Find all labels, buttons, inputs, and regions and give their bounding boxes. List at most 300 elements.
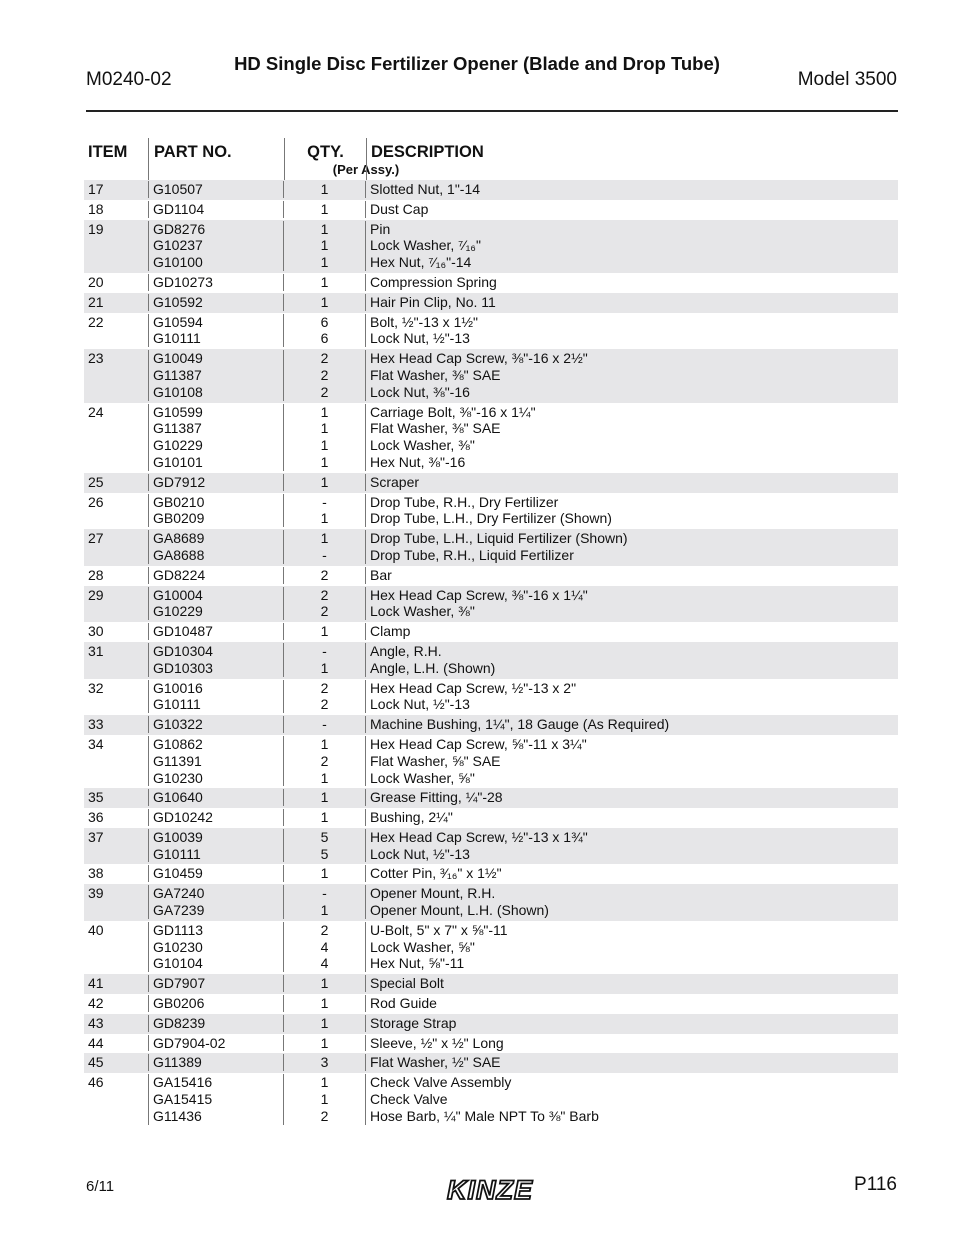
item-cell (84, 865, 148, 882)
description-cell (365, 314, 898, 348)
quantity: - (322, 642, 327, 659)
quantity: 6 (320, 330, 329, 347)
quantity: 1 (320, 473, 329, 490)
qty-cell (283, 829, 365, 863)
item-cell (84, 995, 148, 1012)
item-number: 25 (88, 473, 104, 490)
description-cell (365, 221, 898, 271)
part-number: G11389 (153, 1054, 202, 1071)
item-number: 17 (88, 181, 104, 197)
description: Lock Washer, ⅝" (370, 769, 475, 786)
table-body (84, 180, 898, 1127)
description: Clamp (370, 623, 411, 640)
quantity: 2 (320, 696, 329, 713)
part-number: G10100 (153, 254, 203, 271)
description: Flat Washer, ½" SAE (370, 1054, 501, 1071)
part-no-cell (148, 201, 283, 218)
part-number: G10599 (153, 403, 203, 420)
item-number: 30 (88, 623, 104, 640)
description-cell (365, 865, 898, 882)
qty-cell (283, 789, 365, 806)
part-number: G10229 (153, 437, 203, 454)
quantity: 5 (320, 828, 329, 845)
description-cell (365, 181, 898, 198)
item-number: 39 (88, 885, 104, 902)
item-number: 32 (88, 679, 104, 696)
description: Drop Tube, L.H., Dry Fertilizer (Shown) (370, 510, 612, 527)
description: Opener Mount, L.H. (Shown) (370, 902, 549, 919)
part-number: GA15415 (153, 1091, 213, 1108)
item-cell (84, 1035, 148, 1052)
table-row (84, 293, 898, 313)
header-part-no: PART NO. (154, 143, 232, 161)
qty-cell (283, 716, 365, 733)
description: U-Bolt, 5" x 7" x ⅝"-11 (370, 921, 508, 938)
part-number: G10862 (153, 735, 203, 752)
description-cell (365, 922, 898, 972)
part-no-cell (148, 530, 283, 564)
item-cell (84, 530, 148, 564)
description: Compression Spring (370, 273, 497, 290)
description-cell (365, 885, 898, 919)
part-number: G10111 (153, 696, 201, 713)
quantity: 2 (320, 586, 329, 603)
header-qty: QTY. (307, 143, 344, 161)
part-no-cell (148, 181, 283, 198)
description-cell (365, 1074, 898, 1124)
part-number: G11436 (153, 1107, 202, 1124)
description: Bar (370, 566, 392, 583)
item-cell (84, 809, 148, 826)
item-cell (84, 975, 148, 992)
quantity: 1 (320, 1034, 329, 1051)
table-row (84, 349, 898, 402)
description: Lock Washer, ⅜" (370, 437, 475, 454)
qty-cell (283, 643, 365, 677)
item-cell (84, 789, 148, 806)
description-cell (365, 474, 898, 491)
item-number: 34 (88, 735, 104, 752)
part-number: G11387 (153, 420, 202, 437)
quantity: 1 (320, 1014, 329, 1031)
quantity: 5 (320, 845, 329, 862)
description-cell (365, 736, 898, 786)
quantity: 1 (320, 623, 329, 640)
logo-text: KINZE (447, 1176, 533, 1205)
quantity: 1 (320, 809, 329, 826)
quantity: 1 (320, 769, 329, 786)
description: Hex Head Cap Screw, ½"-13 x 2" (370, 679, 577, 696)
item-cell (84, 1074, 148, 1124)
item-number: 18 (88, 200, 104, 217)
item-cell (84, 643, 148, 677)
table-row (84, 1034, 898, 1054)
quantity: 2 (320, 603, 329, 620)
part-number: GB0209 (153, 510, 205, 527)
quantity: 2 (320, 752, 329, 769)
description-cell (365, 350, 898, 400)
item-cell (84, 567, 148, 584)
table-row (84, 1014, 898, 1034)
part-no-cell (148, 474, 283, 491)
table-row (84, 493, 898, 530)
part-number: G10108 (153, 383, 203, 400)
quantity: 1 (320, 293, 329, 310)
qty-cell (283, 587, 365, 621)
part-number: GA7239 (153, 902, 205, 919)
part-number: GD10242 (153, 809, 213, 826)
description-cell (365, 643, 898, 677)
description-cell (365, 294, 898, 311)
table-row (84, 180, 898, 200)
parts-table (84, 138, 898, 1127)
description: Pin (370, 220, 391, 237)
part-number: G10322 (153, 716, 203, 733)
item-number: 27 (88, 530, 104, 547)
item-cell (84, 885, 148, 919)
item-cell (84, 623, 148, 640)
description: Machine Bushing, 1¼", 18 Gauge (As Required) (370, 716, 670, 733)
description-cell (365, 1054, 898, 1071)
item-cell (84, 1054, 148, 1071)
table-row (84, 529, 898, 566)
table-row (84, 473, 898, 493)
description: Lock Nut, ½"-13 (370, 696, 470, 713)
qty-cell (283, 1015, 365, 1032)
footer-date: 6/11 (86, 1178, 115, 1195)
part-number: G10459 (153, 865, 203, 882)
part-number: GD7907 (153, 975, 206, 992)
description: Angle, L.H. (Shown) (370, 659, 496, 676)
description-cell (365, 680, 898, 714)
part-no-cell (148, 274, 283, 291)
description: Check Valve (370, 1091, 448, 1108)
description: Lock Nut, ⅜"-16 (370, 383, 470, 400)
quantity: - (322, 546, 327, 563)
part-number: G10111 (153, 330, 201, 347)
quantity: 1 (320, 735, 329, 752)
item-cell (84, 294, 148, 311)
quantity: - (322, 716, 327, 733)
description-cell (365, 975, 898, 992)
description: Hex Head Cap Screw, ½"-13 x 1¾" (370, 828, 588, 845)
table-row (84, 1053, 898, 1073)
part-no-cell (148, 1015, 283, 1032)
part-number: G10004 (153, 586, 203, 603)
page-title: HD Single Disc Fertilizer Opener (Blade and Drop Tube) (234, 53, 720, 74)
item-number: 21 (88, 293, 104, 310)
part-number: GD8224 (153, 566, 206, 583)
table-row (84, 220, 898, 273)
manual-number: M0240-02 (86, 69, 172, 90)
quantity: 1 (320, 237, 329, 254)
part-no-cell (148, 809, 283, 826)
part-no-cell (148, 975, 283, 992)
item-number: 38 (88, 865, 104, 882)
page-number: P116 (854, 1174, 897, 1195)
qty-cell (283, 736, 365, 786)
item-number: 20 (88, 273, 104, 290)
table-row (84, 566, 898, 586)
header-item: ITEM (88, 143, 128, 161)
table-row (84, 403, 898, 473)
header-description: DESCRIPTION (371, 143, 484, 161)
part-number: GD1104 (153, 200, 205, 217)
part-no-cell (148, 736, 283, 786)
description: Lock Washer, ⁷⁄₁₆" (370, 237, 481, 254)
table-row (84, 586, 898, 623)
description: Hair Pin Clip, No. 11 (370, 293, 496, 310)
part-number: G10592 (153, 293, 203, 310)
part-no-cell (148, 865, 283, 882)
description: Carriage Bolt, ⅜"-16 x 1¼" (370, 403, 536, 420)
part-number: GA15416 (153, 1074, 213, 1091)
qty-cell (283, 350, 365, 400)
description-cell (365, 716, 898, 733)
item-cell (84, 314, 148, 348)
table-row (84, 884, 898, 921)
quantity: 1 (320, 995, 329, 1012)
table-row (84, 313, 898, 350)
description: Sleeve, ½" x ½" Long (370, 1034, 504, 1051)
item-number: 23 (88, 350, 104, 367)
description-cell (365, 587, 898, 621)
qty-cell (283, 494, 365, 528)
table-row (84, 994, 898, 1014)
qty-cell (283, 567, 365, 584)
quantity: 2 (320, 350, 329, 367)
description-cell (365, 789, 898, 806)
part-number: GB0206 (153, 995, 205, 1012)
quantity: - (322, 493, 327, 510)
part-number: GD8276 (153, 220, 206, 237)
quantity: 1 (320, 659, 329, 676)
header-divider (86, 110, 898, 112)
item-number: 19 (88, 220, 104, 237)
description: Hex Nut, ⅝"-11 (370, 955, 465, 972)
quantity: 1 (320, 273, 329, 290)
part-number: GD1113 (153, 921, 204, 938)
description: Hex Nut, ⅜"-16 (370, 453, 466, 470)
item-number: 46 (88, 1074, 104, 1091)
part-number: G10101 (153, 453, 203, 470)
table-row (84, 921, 898, 974)
quantity: 1 (320, 254, 329, 271)
quantity: 1 (320, 420, 329, 437)
part-number: G10049 (153, 350, 203, 367)
description: Hex Head Cap Screw, ⅜"-16 x 2½" (370, 350, 588, 367)
description: Flat Washer, ⅜" SAE (370, 420, 501, 437)
quantity: 1 (320, 510, 329, 527)
part-number: G10640 (153, 789, 203, 806)
item-number: 36 (88, 809, 104, 826)
part-no-cell (148, 885, 283, 919)
part-no-cell (148, 294, 283, 311)
table-row (84, 864, 898, 884)
part-no-cell (148, 221, 283, 271)
item-number: 37 (88, 828, 104, 845)
part-no-cell (148, 587, 283, 621)
description: Angle, R.H. (370, 642, 442, 659)
description: Bolt, ½"-13 x 1½" (370, 313, 478, 330)
description-cell (365, 995, 898, 1012)
description: Hex Nut, ⁷⁄₁₆"-14 (370, 254, 472, 271)
part-no-cell (148, 995, 283, 1012)
item-cell (84, 181, 148, 198)
part-number: GD7904-02 (153, 1034, 226, 1051)
quantity: 3 (320, 1054, 329, 1071)
part-number: GD8239 (153, 1014, 206, 1031)
description: Scraper (370, 473, 420, 490)
quantity: 1 (320, 975, 329, 992)
part-number: GD10273 (153, 273, 213, 290)
part-number: G10230 (153, 938, 203, 955)
part-number: G10229 (153, 603, 203, 620)
item-cell (84, 350, 148, 400)
table-row (84, 622, 898, 642)
quantity: 2 (320, 366, 329, 383)
qty-cell (283, 404, 365, 471)
table-row (84, 828, 898, 865)
table-row (84, 715, 898, 735)
part-no-cell (148, 567, 283, 584)
qty-cell (283, 530, 365, 564)
qty-cell (283, 474, 365, 491)
part-number: G10594 (153, 313, 203, 330)
table-row (84, 735, 898, 788)
part-no-cell (148, 350, 283, 400)
description: Drop Tube, L.H., Liquid Fertilizer (Shown) (370, 530, 628, 547)
qty-cell (283, 922, 365, 972)
quantity: 1 (320, 220, 329, 237)
quantity: 2 (320, 1107, 329, 1124)
item-cell (84, 474, 148, 491)
item-number: 28 (88, 566, 104, 583)
qty-cell (283, 201, 365, 218)
item-cell (84, 736, 148, 786)
quantity: 1 (320, 453, 329, 470)
part-no-cell (148, 680, 283, 714)
table-row (84, 1073, 898, 1126)
quantity: 1 (320, 865, 329, 882)
part-number: GA8689 (153, 530, 205, 547)
table-row (84, 788, 898, 808)
item-cell (84, 716, 148, 733)
part-number: G10016 (153, 679, 203, 696)
quantity: 4 (320, 938, 329, 955)
description: Lock Nut, ½"-13 (370, 845, 470, 862)
part-no-cell (148, 1035, 283, 1052)
description: Special Bolt (370, 975, 444, 992)
description: Opener Mount, R.H. (370, 885, 496, 902)
description: Flat Washer, ⅝" SAE (370, 752, 501, 769)
item-cell (84, 680, 148, 714)
item-cell (84, 922, 148, 972)
description: Drop Tube, R.H., Liquid Fertilizer (370, 546, 574, 563)
description: Hex Head Cap Screw, ⅜"-16 x 1¼" (370, 586, 588, 603)
part-no-cell (148, 494, 283, 528)
part-number: GA7240 (153, 885, 205, 902)
item-number: 42 (88, 995, 104, 1012)
part-no-cell (148, 829, 283, 863)
description-cell (365, 404, 898, 471)
qty-cell (283, 975, 365, 992)
qty-cell (283, 809, 365, 826)
part-number: GD10303 (153, 659, 213, 676)
description: Dust Cap (370, 200, 429, 217)
part-number: G10507 (153, 181, 203, 197)
description: Rod Guide (370, 995, 437, 1012)
item-cell (84, 201, 148, 218)
part-number: GA8688 (153, 546, 205, 563)
description-cell (365, 623, 898, 640)
quantity: 1 (320, 902, 329, 919)
description: Flat Washer, ⅜" SAE (370, 366, 501, 383)
part-number: G11391 (153, 752, 202, 769)
description-cell (365, 201, 898, 218)
description: Storage Strap (370, 1014, 457, 1031)
description: Hex Head Cap Screw, ⅝"-11 x 3¼" (370, 735, 587, 752)
table-row (84, 642, 898, 679)
part-no-cell (148, 789, 283, 806)
item-cell (84, 587, 148, 621)
item-number: 22 (88, 313, 104, 330)
item-number: 24 (88, 403, 104, 420)
description: Grease Fitting, ¼"-28 (370, 789, 503, 806)
item-number: 40 (88, 921, 104, 938)
quantity: 6 (320, 313, 329, 330)
description: Drop Tube, R.H., Dry Fertilizer (370, 493, 559, 510)
part-no-cell (148, 643, 283, 677)
part-number: G10237 (153, 237, 203, 254)
quantity: 1 (320, 181, 329, 197)
part-no-cell (148, 623, 283, 640)
qty-cell (283, 1054, 365, 1071)
part-number: G10111 (153, 845, 201, 862)
part-number: G10104 (153, 955, 203, 972)
quantity: 2 (320, 566, 329, 583)
qty-cell (283, 1074, 365, 1124)
quantity: 1 (320, 1074, 329, 1091)
quantity: 2 (320, 921, 329, 938)
model-label: Model 3500 (797, 69, 897, 90)
part-number: GD10304 (153, 642, 213, 659)
quantity: 4 (320, 955, 329, 972)
quantity: - (322, 885, 327, 902)
item-number: 41 (88, 975, 104, 992)
item-number: 31 (88, 642, 104, 659)
item-cell (84, 274, 148, 291)
description-cell (365, 1015, 898, 1032)
description: Cotter Pin, ³⁄₁₆" x 1½" (370, 865, 502, 882)
description: Lock Washer, ⅝" (370, 938, 475, 955)
table-row (84, 974, 898, 994)
table-row (84, 679, 898, 716)
item-number: 29 (88, 586, 104, 603)
qty-cell (283, 680, 365, 714)
description: Lock Washer, ⅜" (370, 603, 475, 620)
item-cell (84, 1015, 148, 1032)
part-number: G10039 (153, 828, 203, 845)
item-number: 44 (88, 1034, 104, 1051)
quantity: 1 (320, 789, 329, 806)
qty-cell (283, 885, 365, 919)
part-number: GB0210 (153, 493, 205, 510)
description-cell (365, 809, 898, 826)
part-number: G10230 (153, 769, 203, 786)
item-cell (84, 404, 148, 471)
quantity: 2 (320, 679, 329, 696)
